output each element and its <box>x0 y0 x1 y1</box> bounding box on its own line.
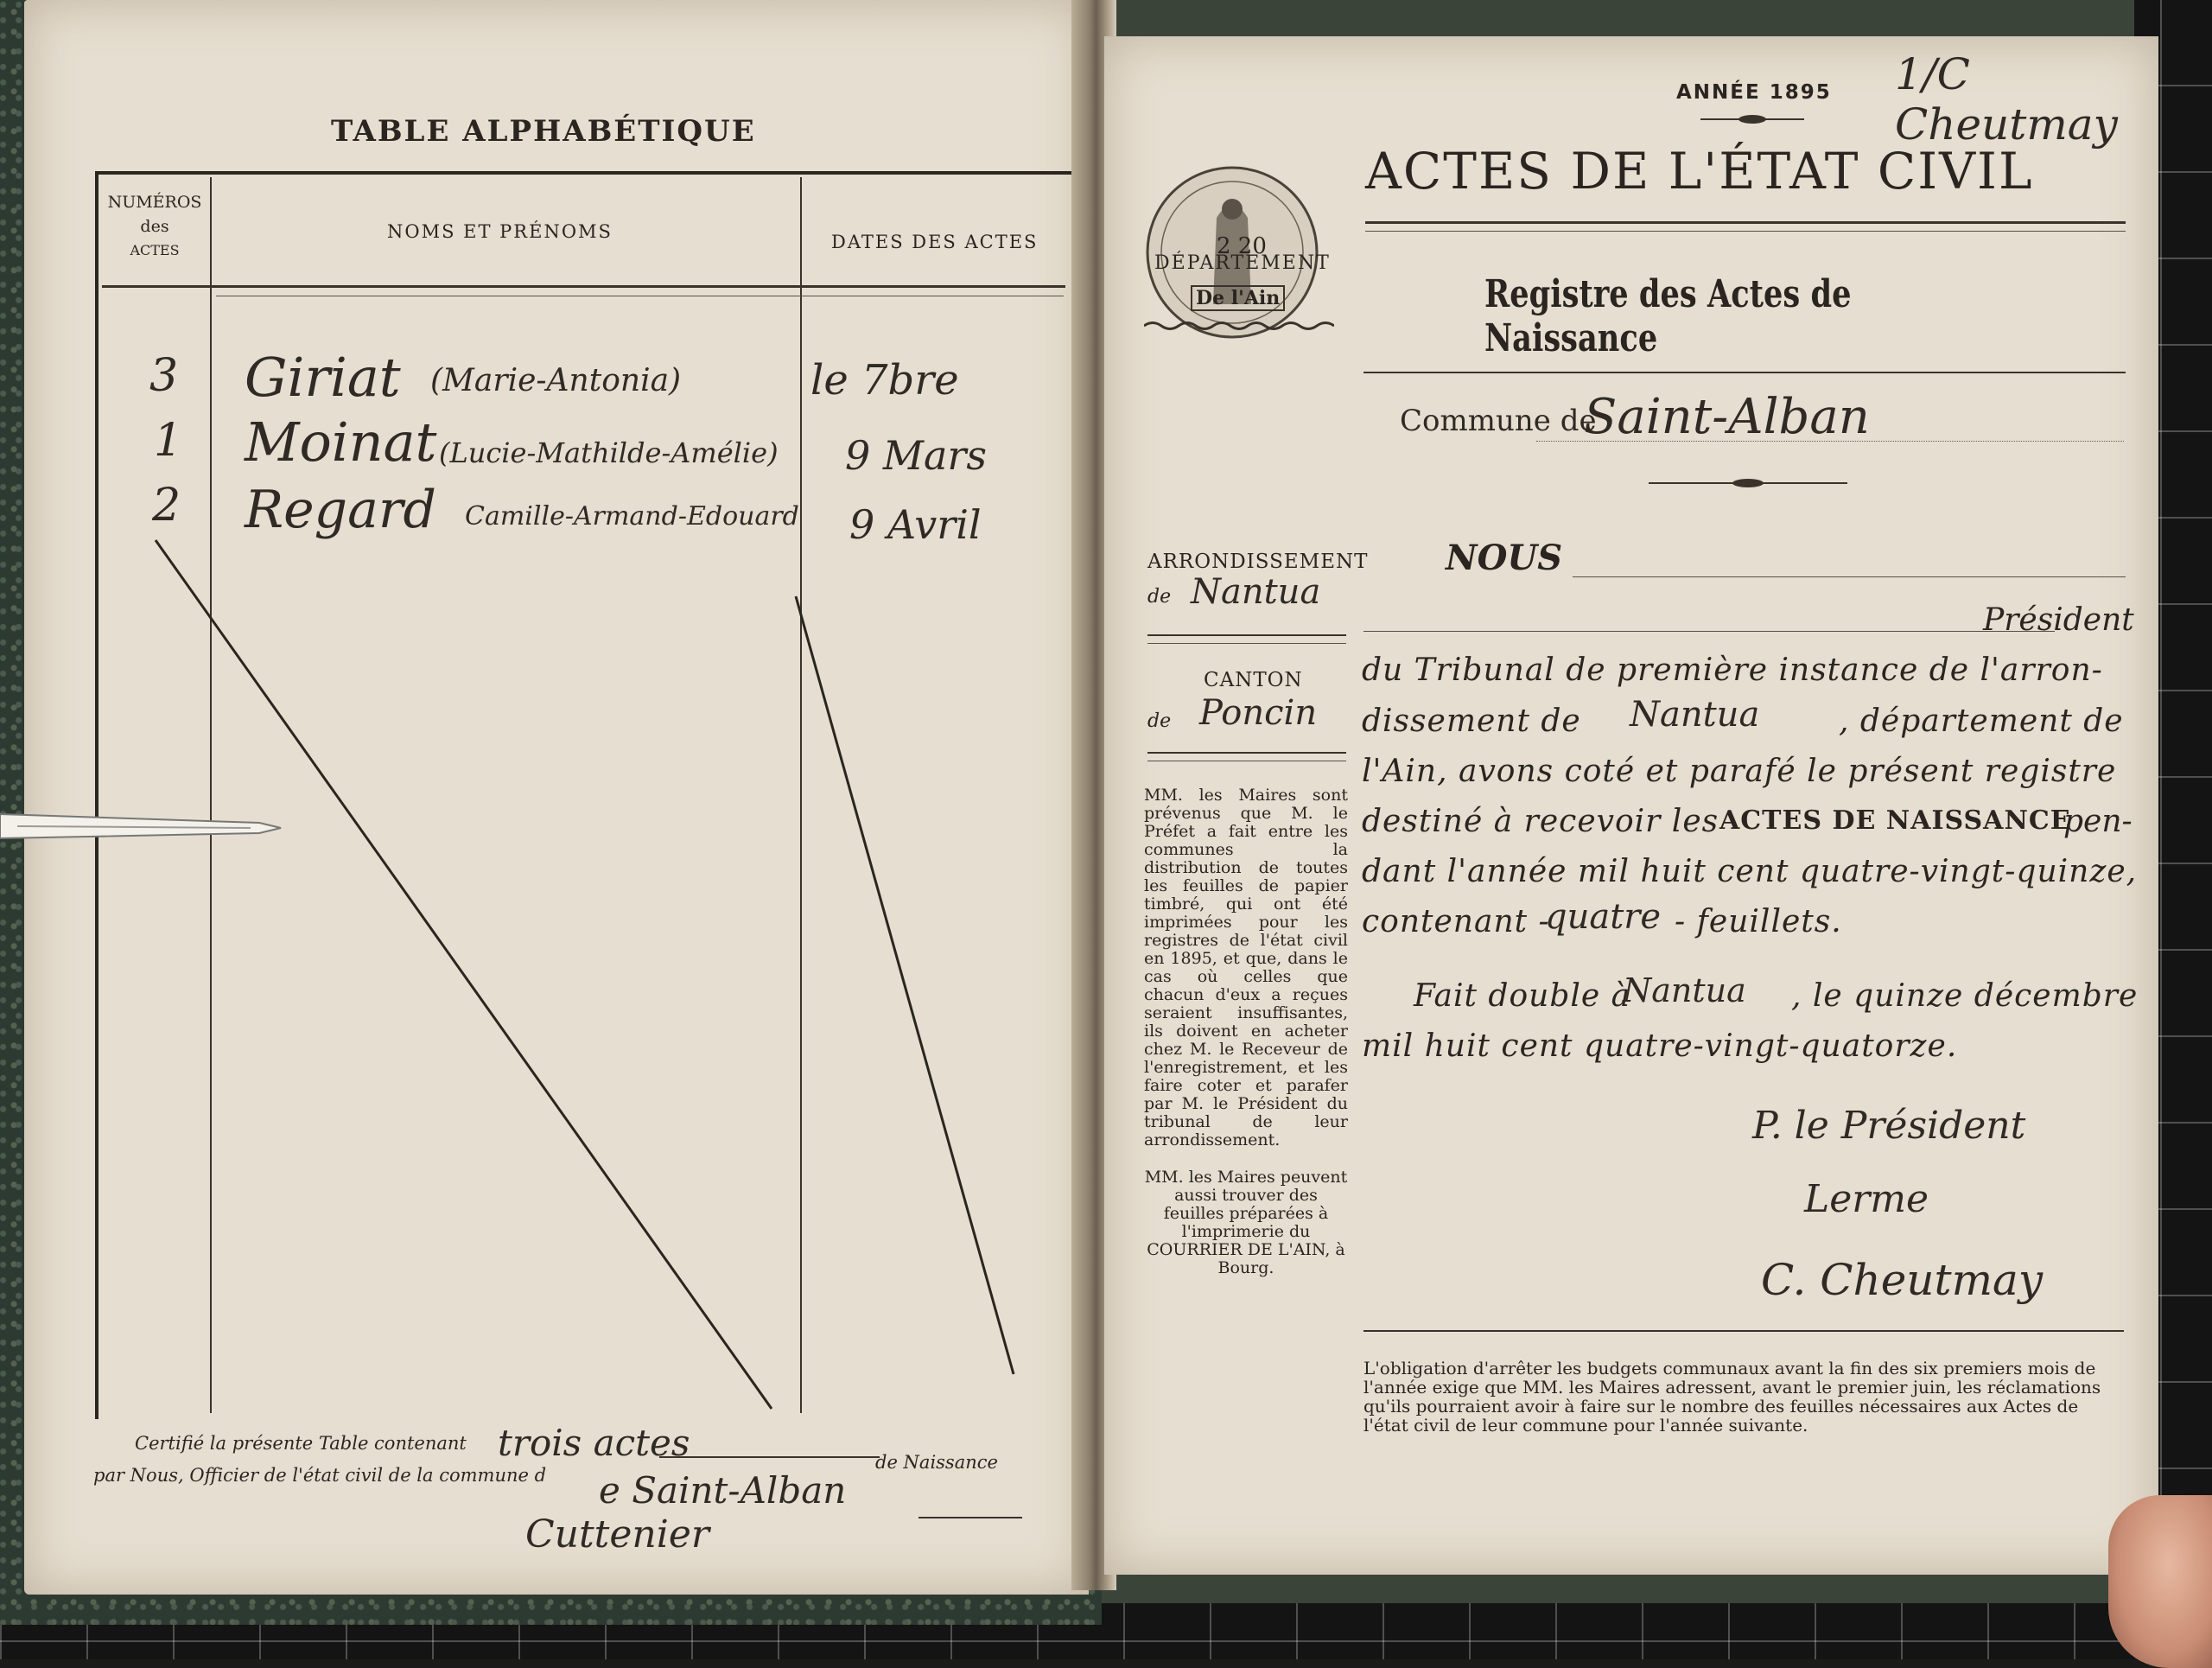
table-title: TABLE ALPHABÉTIQUE <box>331 114 756 149</box>
right-page <box>1104 36 2158 1575</box>
entry-2-number: 1 <box>154 415 183 467</box>
side-note-2: MM. les Maires peuvent aussi trouver des feuilles préparées à l'imprimerie du COURRIER DE L'AIN, à Bourg. <box>1144 1168 1348 1277</box>
body-line-4c: pen- <box>2063 804 2133 839</box>
signature-1: P. le Président <box>1752 1104 2026 1148</box>
strike-line-dates <box>796 596 1014 1374</box>
certify-line2-prefix: par Nous, Officier de l'état civil de la commune d <box>93 1465 547 1486</box>
entry-3-surname: Regard <box>245 480 436 540</box>
numeros-line1: NUMÉROS <box>107 193 202 212</box>
numeros-line3: ACTES <box>130 242 180 258</box>
commune-ornament <box>1649 477 1847 489</box>
entry-1-number: 3 <box>149 350 179 402</box>
nous-rule <box>1573 576 2126 577</box>
side-note-1: MM. les Maires sont prévenus que M. le Préfet a fait entre les communes la distribution de toutes les feuilles de papier timbré, qui ont été imprimées pour les registres de l'état civil en 1895, et que, dans le cas où celles que chacun d'eux a reçues seraient insuffisantes, ils doivent en acheter chez M. le Receveur de l'enregistrement, et les faire coter et parafer par M. le Président du tribunal de leur arrondissement. <box>1144 786 1348 1149</box>
fait-line-b: , le quinze décembre <box>1791 978 2139 1014</box>
certify-signature: Cuttenier <box>525 1512 709 1557</box>
col-noms-header: NOMS ET PRÉNOMS <box>387 221 613 242</box>
canton-prefix: de <box>1147 710 1172 732</box>
body-line-1: du Tribunal de première instance de l'arron- <box>1362 653 2103 688</box>
bookmark-ribbon <box>0 804 285 847</box>
annotation-top: 1/C Cheutmay <box>1895 49 2118 150</box>
entry-2-date: 9 Mars <box>845 432 988 479</box>
president-rule <box>1363 631 2055 632</box>
body-line-6a: contenant - <box>1362 904 1550 939</box>
certify-commune-rule <box>918 1517 1022 1518</box>
entry-3-given: Camille-Armand-Edouard <box>465 501 799 532</box>
body-line-2a: dissement de <box>1362 703 1581 739</box>
stamp-departement: DÉPARTEMENT <box>1154 252 1331 274</box>
certify-commune: e Saint-Alban <box>599 1469 847 1512</box>
canton-label: CANTON <box>1204 669 1303 691</box>
commune-rule <box>1536 441 2124 442</box>
signature-3: C. Cheutmay <box>1761 1255 2044 1305</box>
body-line-6b: - feuillets. <box>1675 904 1842 939</box>
body-line-2-district: Nantua <box>1630 695 1760 735</box>
left-page <box>24 0 1089 1595</box>
body-line-5: dant l'année mil huit cent quatre-vingt-quinze, <box>1362 854 2138 889</box>
canton-value: Poncin <box>1199 693 1318 733</box>
fait-place: Nantua <box>1623 971 1746 1009</box>
arrondissement-value: Nantua <box>1191 572 1321 612</box>
body-line-4a: destiné à recevoir les <box>1362 804 1719 839</box>
registre-rule <box>1363 372 2126 373</box>
signature-2: Lerme <box>1804 1177 1929 1221</box>
arrondissement-prefix: de <box>1147 586 1172 608</box>
body-line-2b: , département de <box>1839 703 2124 739</box>
entry-1-date: le 7bre <box>810 356 959 404</box>
strike-line-names <box>156 540 772 1409</box>
title-rule-2 <box>1365 231 2126 232</box>
canton-rule <box>1147 752 1346 754</box>
strike-lines <box>24 0 1089 1595</box>
nous-label: NOUS <box>1446 538 1563 578</box>
arrondissement-rule-2 <box>1147 643 1346 644</box>
president-label: Président <box>1983 602 2134 638</box>
holding-thumb <box>2108 1495 2212 1668</box>
stamp-ornament-rule <box>1144 320 1334 332</box>
entry-3-date: 9 Avril <box>849 501 982 548</box>
entry-3-number: 2 <box>152 480 181 532</box>
title-rule-1 <box>1365 221 2126 224</box>
entry-1-surname: Giriat <box>245 346 401 409</box>
fait-line-2: mil huit cent quatre-vingt-quatorze. <box>1362 1028 1958 1064</box>
certify-count-rule <box>659 1456 880 1458</box>
body-line-3: l'Ain, avons coté et parafé le présent registre <box>1362 754 2117 789</box>
commune-value: Saint-Alban <box>1584 389 1870 445</box>
body-line-6-count: quatre <box>1545 897 1662 937</box>
fait-line-a: Fait double à <box>1414 978 1631 1014</box>
certify-count: trois actes <box>498 1422 690 1464</box>
arrondissement-rule <box>1147 634 1346 636</box>
footer-rule <box>1363 1330 2124 1332</box>
year-label: ANNÉE 1895 <box>1676 81 1832 104</box>
arrondissement-label: ARRONDISSEMENT <box>1147 551 1369 573</box>
main-title: ACTES DE L'ÉTAT CIVIL <box>1365 142 2034 201</box>
col-dates-header: DATES DES ACTES <box>831 232 1039 252</box>
entry-2-given: (Lucie-Mathilde-Amélie) <box>439 436 779 469</box>
certify-line1-suffix: de Naissance <box>875 1452 998 1473</box>
year-ornament <box>1700 112 1804 126</box>
footer-note: L'obligation d'arrêter les budgets communaux avant la fin des six premiers mois de l'année exige que MM. les Maires adressent, avant le premier juin, les réclamations qu'ils pourraient avoir à faire sur le nombre des feuilles nécessaires aux Actes de l'état civil de leur commune pour l'année suivante. <box>1363 1358 2101 1436</box>
stamp-value: 2 20 <box>1217 233 1267 259</box>
entry-1-given: (Marie-Antonia) <box>430 363 682 398</box>
numeros-line2: des <box>140 217 169 236</box>
body-line-4-bold: ACTES DE NAISSANCE <box>1719 805 2071 836</box>
stamp-dept-name: De l'Ain <box>1191 285 1285 311</box>
certify-line1-prefix: Certifié la présente Table contenant <box>135 1433 467 1454</box>
commune-label: Commune de <box>1400 404 1597 438</box>
registre-title: Registre des Actes de Naissance <box>1484 272 1852 360</box>
entry-2-surname: Moinat <box>245 411 437 474</box>
